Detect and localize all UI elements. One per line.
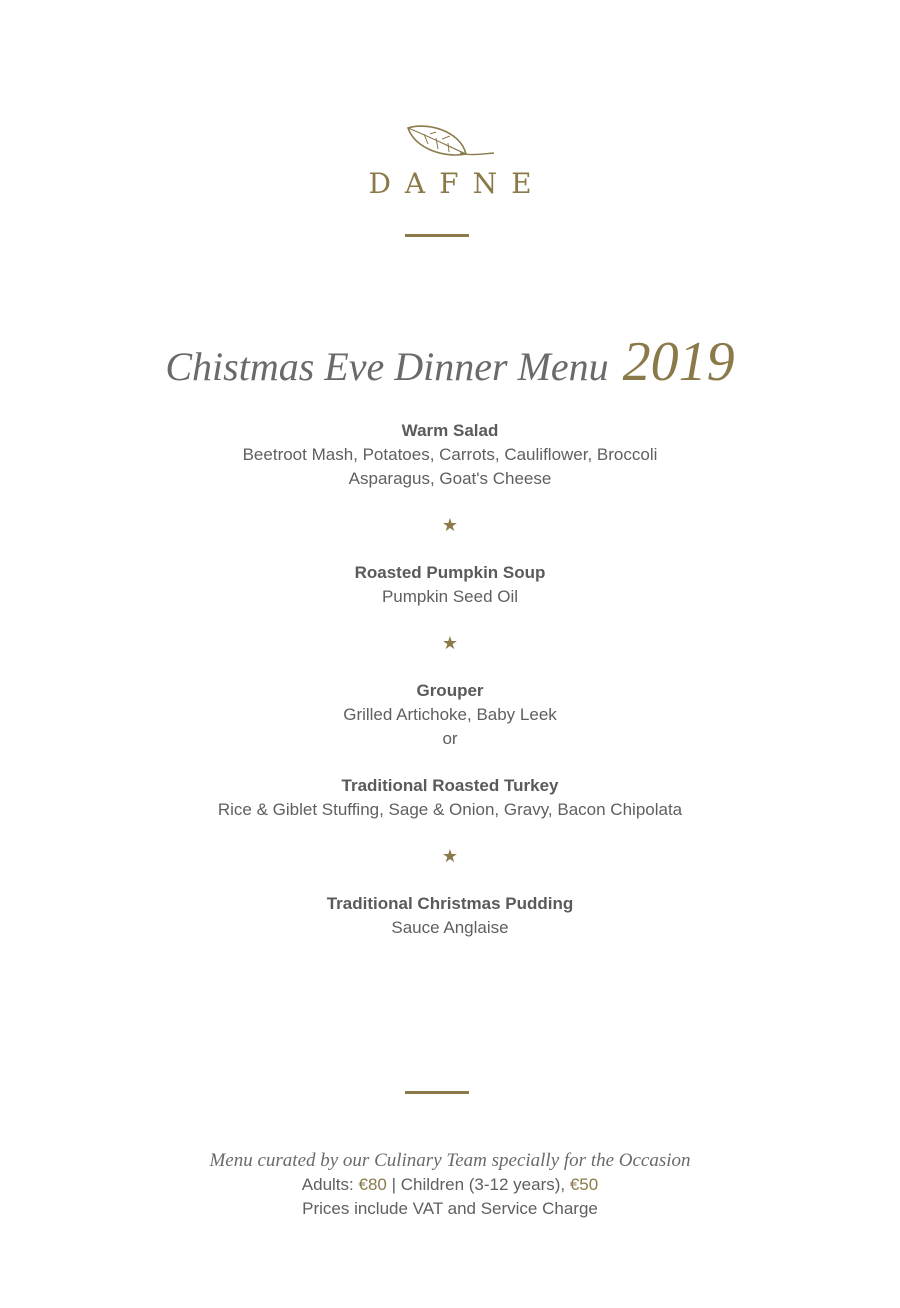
brand-logo <box>0 124 900 198</box>
title-year: 2019 <box>622 331 735 393</box>
course <box>0 679 900 822</box>
page-title <box>0 330 900 394</box>
dish-description: Asparagus, Goat's Cheese <box>348 469 552 488</box>
title-text: Chistmas Eve Dinner Menu <box>165 344 609 389</box>
dish-description: Sauce Anglaise <box>391 918 509 937</box>
leaf-icon <box>402 124 498 164</box>
star-icon: ★ <box>441 846 459 867</box>
dish-description: Rice & Giblet Stuffing, Sage & Onion, Gravy, Bacon Chipolata <box>217 800 683 819</box>
dish-name: Grouper <box>416 681 484 700</box>
top-divider-rule <box>405 234 469 237</box>
adults-label: Adults: <box>301 1175 359 1194</box>
children-label: | Children (3-12 years), <box>386 1175 570 1194</box>
footer-note: Menu curated by our Culinary Team specially for the Occasion <box>209 1150 691 1171</box>
course <box>0 561 900 609</box>
price-line <box>0 1173 900 1197</box>
bottom-divider-rule <box>405 1091 469 1094</box>
course <box>0 419 900 491</box>
dish-description: Beetroot Mash, Potatoes, Carrots, Cauliflower, Broccoli <box>242 445 658 464</box>
children-price: €50 <box>569 1175 599 1194</box>
vat-note: Prices include VAT and Service Charge <box>302 1199 598 1218</box>
dish-name: Traditional Roasted Turkey <box>341 776 559 795</box>
footer <box>0 1149 900 1221</box>
dish-name: Warm Salad <box>401 421 499 440</box>
course-separator: or <box>442 729 458 748</box>
star-icon: ★ <box>441 515 459 536</box>
adults-price: €80 <box>358 1175 387 1194</box>
star-icon: ★ <box>441 633 459 654</box>
brand-name: DAFNE <box>368 167 546 200</box>
dish-description: Pumpkin Seed Oil <box>381 587 519 606</box>
dish-description: Grilled Artichoke, Baby Leek <box>343 705 557 724</box>
dish-name: Traditional Christmas Pudding <box>326 894 574 913</box>
course <box>0 892 900 940</box>
dish-name: Roasted Pumpkin Soup <box>354 563 546 582</box>
menu-list <box>0 419 900 940</box>
